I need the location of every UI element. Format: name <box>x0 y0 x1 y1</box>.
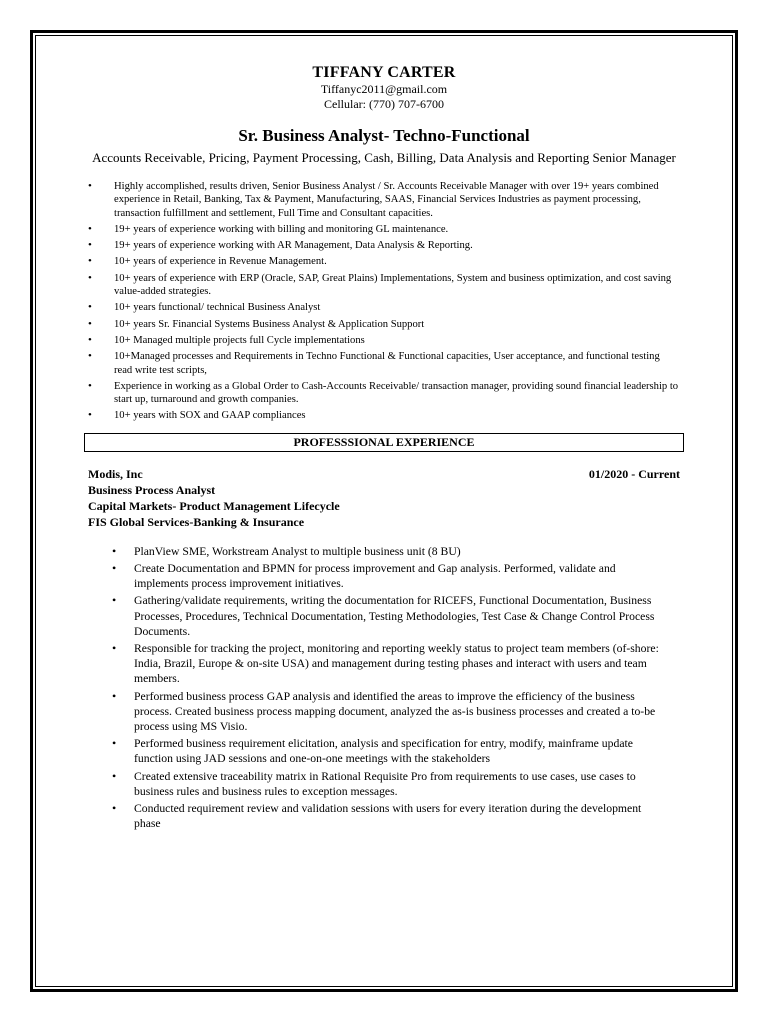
resume-header <box>88 64 680 166</box>
job-header <box>88 466 680 530</box>
summary-item: • 10+ years functional/ technical Business Analyst <box>88 301 680 314</box>
summary-item: • 19+ years of experience working with AR Management, Data Analysis & Reporting. <box>88 239 680 252</box>
company-name: Modis, Inc <box>88 466 143 481</box>
duty-item: • Conducted requirement review and validation sessions with users for every iteration during the development phase <box>112 801 670 831</box>
summary-item: • 10+Managed processes and Requirements in Techno Functional & Functional capacities, User acceptance, and functional testing read write test scripts, <box>88 350 680 377</box>
summary-item: • 10+ Managed multiple projects full Cycle implementations <box>88 334 680 347</box>
summary-item: • Highly accomplished, results driven, Senior Business Analyst / Sr. Accounts Receivable Manager with over 19+ years combined experience in Retail, Banking, Tax & Payment, Manufacturing, SAAS, Financial Services Industries as payment processing, transaction fulfillment and settlement, Full Time and Consultant capacities. <box>88 180 680 220</box>
summary-list <box>88 180 680 423</box>
summary-item: • 19+ years of experience working with billing and monitoring GL maintenance. <box>88 223 680 236</box>
duty-item: • Responsible for tracking the project, monitoring and reporting weekly status to project team members (of-shore: India, Brazil, Europe & on-site USA) and management during testing phases and interact with users and team members. <box>112 641 670 687</box>
candidate-name: TIFFANY CARTER <box>312 64 456 81</box>
job-company-row <box>88 466 680 482</box>
headline-subtitle: Accounts Receivable, Pricing, Payment Processing, Cash, Billing, Data Analysis and Reporting Senior Manager <box>92 150 676 165</box>
summary-item: • 10+ years with SOX and GAAP compliances <box>88 409 680 422</box>
job-role: Business Process Analyst <box>88 482 216 497</box>
email: Tiffanyc2011@gmail.com <box>320 82 448 96</box>
duty-item: • PlanView SME, Workstream Analyst to multiple business unit (8 BU) <box>112 544 670 559</box>
headline-title: Sr. Business Analyst- Techno-Functional <box>238 126 530 145</box>
duty-item: • Created extensive traceability matrix in Rational Requisite Pro from requirements to use cases, use cases to business rules and business rules to exception messages. <box>112 769 670 799</box>
summary-item: • 10+ years of experience in Revenue Management. <box>88 255 680 268</box>
duty-item: • Performed business requirement elicitation, analysis and specification for entry, modify, mainframe update function using JAD sessions and one-on-one meetings with the stakeholders <box>112 736 670 766</box>
section-heading-experience: PROFESSSIONAL EXPERIENCE <box>84 433 684 452</box>
resume-content <box>88 64 680 833</box>
duties-list <box>88 544 670 832</box>
duty-item: • Create Documentation and BPMN for process improvement and Gap analysis. Performed, validate and implements process improvement initiatives. <box>112 561 670 591</box>
job-line-3: FIS Global Services-Banking & Insurance <box>88 514 305 529</box>
summary-item: • 10+ years of experience with ERP (Oracle, SAP, Great Plains) Implementations, System and business optimization, and cost saving value-added strategies. <box>88 272 680 299</box>
summary-item: • 10+ years Sr. Financial Systems Business Analyst & Application Support <box>88 318 680 331</box>
duty-item: • Performed business process GAP analysis and identified the areas to improve the efficiency of the business process. Created business process mapping document, analyzed the as-is business processes and created a to-be process using MS Visio. <box>112 689 670 735</box>
duty-item: • Gathering/validate requirements, writing the documentation for RICEFS, Functional Documentation, Business Processes, Procedures, Technical Documentation, Testing Methodologies, Test Case & Change Control Process Documents. <box>112 593 670 639</box>
summary-item: • Experience in working as a Global Order to Cash-Accounts Receivable/ transaction manager, providing sound financial leadership to start up, turnaround and growth companies. <box>88 380 680 407</box>
job-line-2: Capital Markets- Product Management Lifecycle <box>88 498 340 513</box>
phone: Cellular: (770) 707-6700 <box>324 97 444 111</box>
job-dates: 01/2020 - Current <box>588 466 680 481</box>
